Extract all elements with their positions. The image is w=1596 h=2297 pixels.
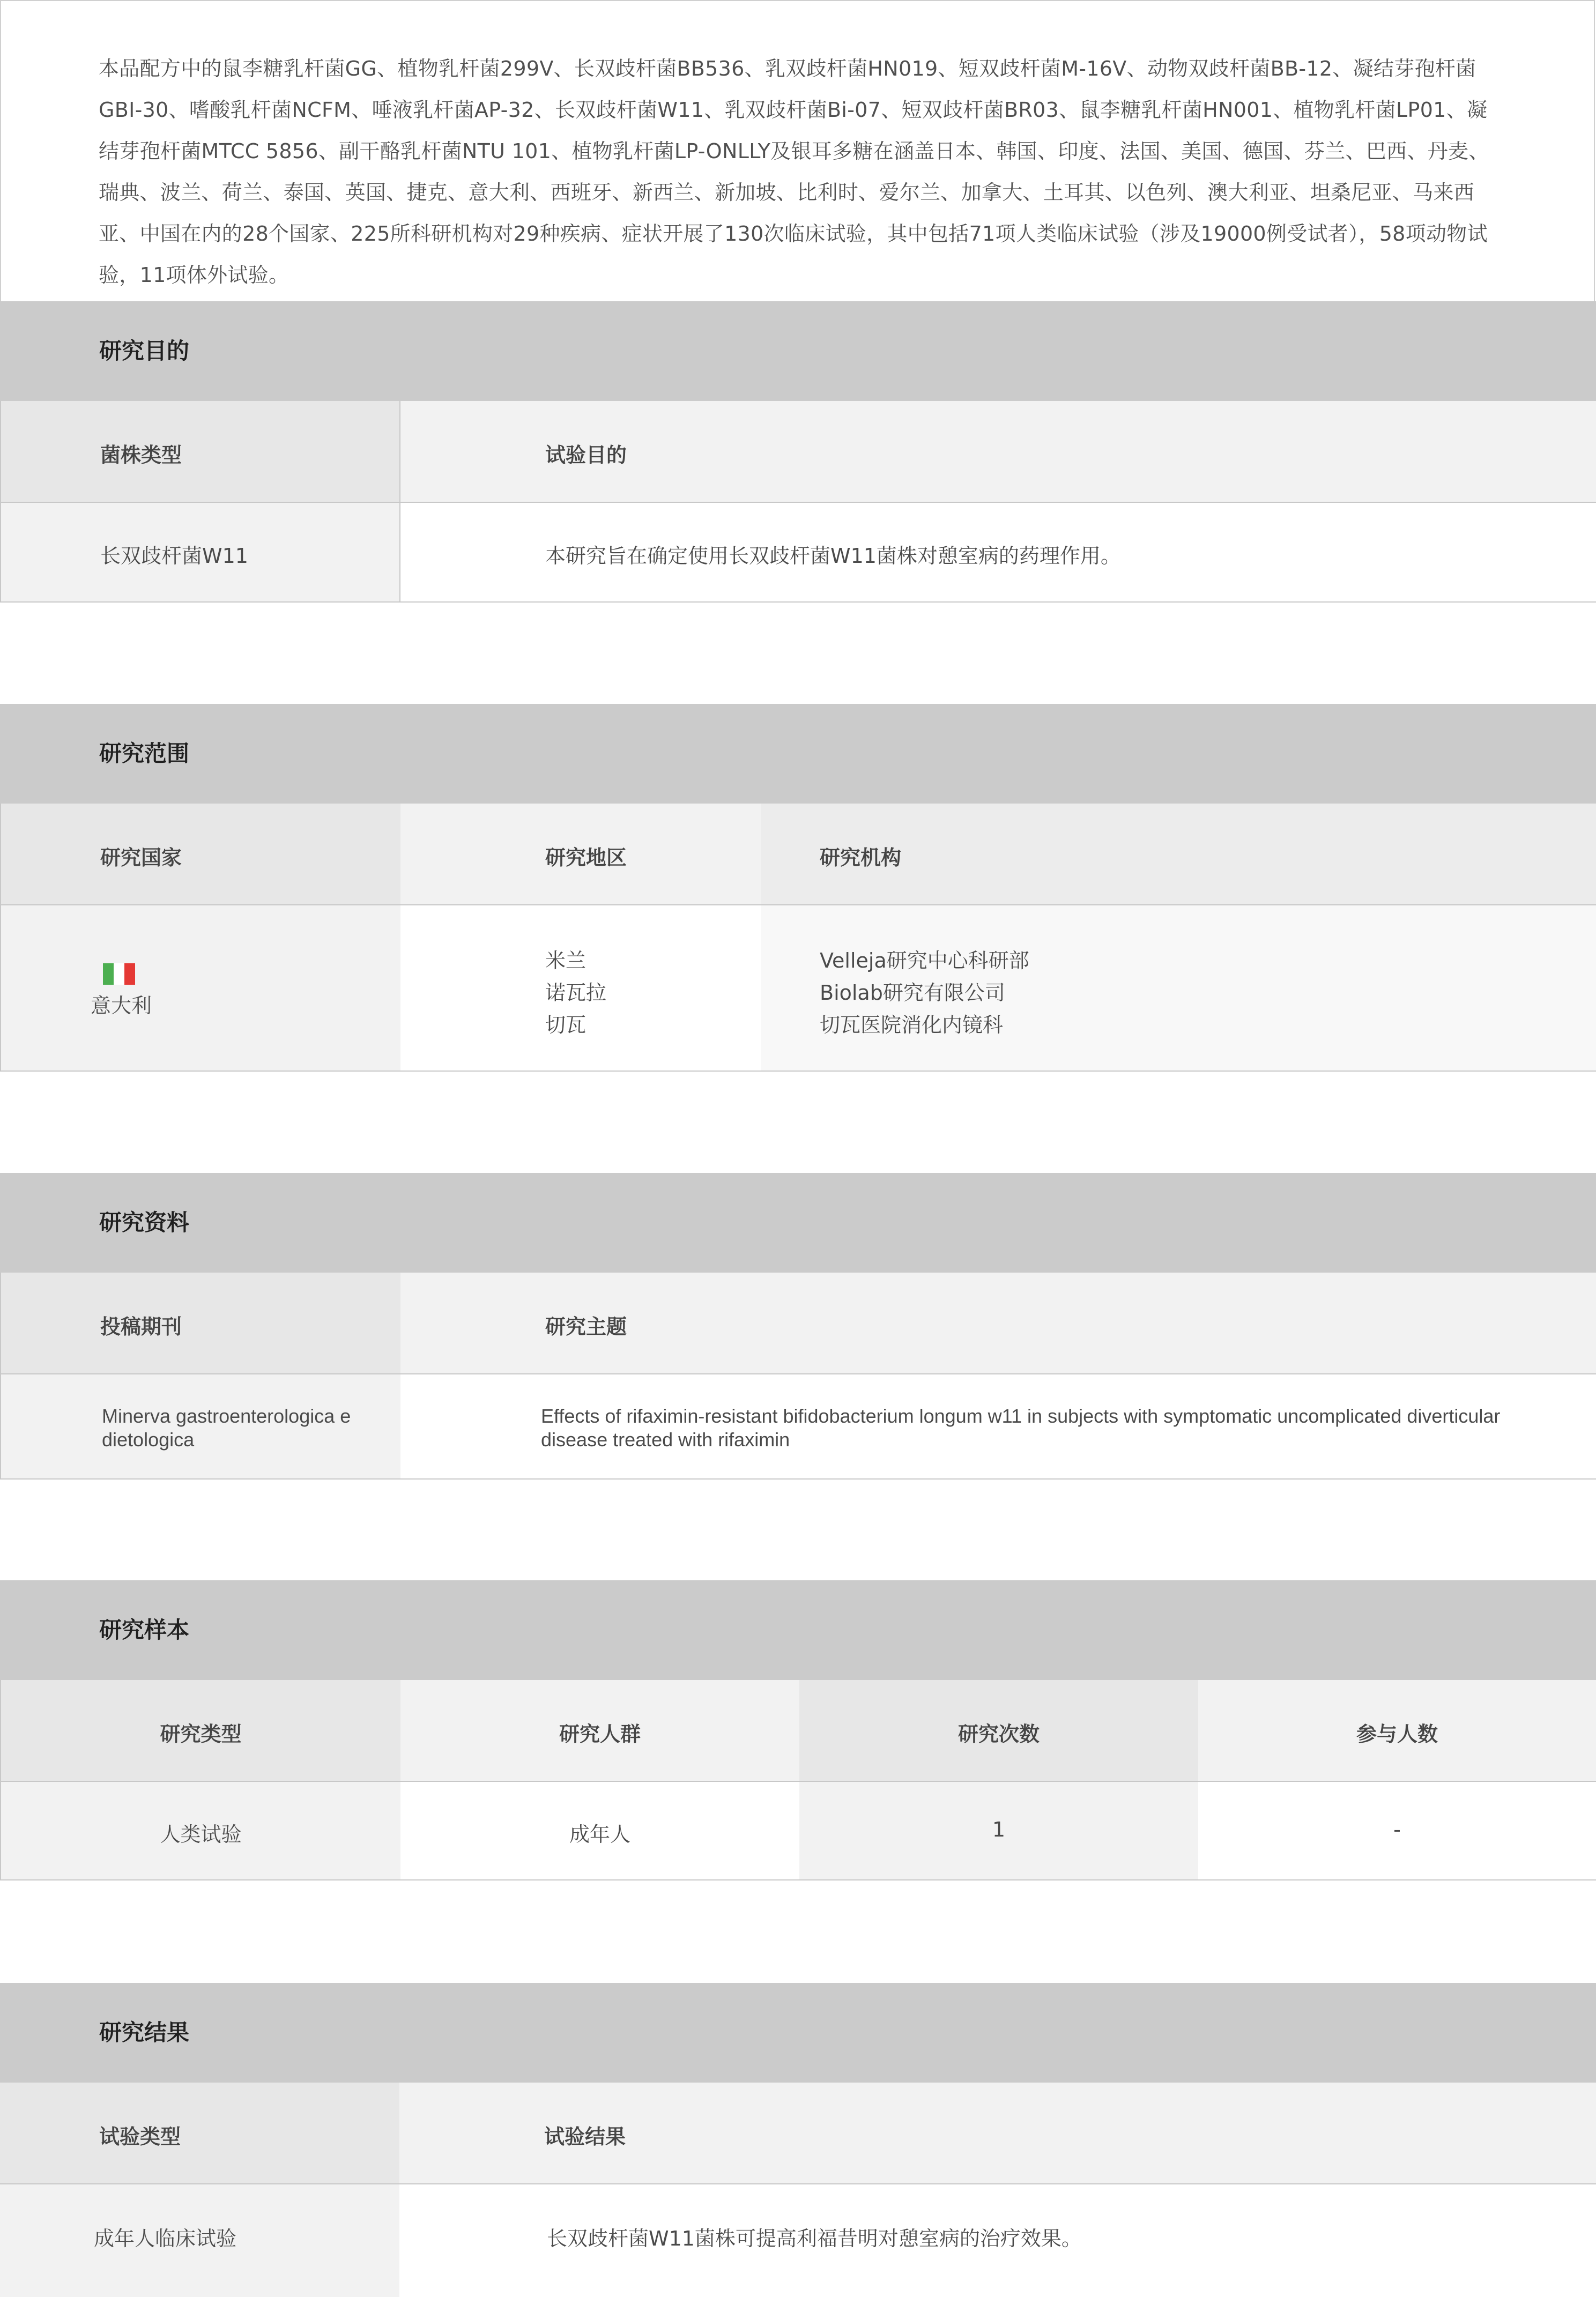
materials-col-journal <box>1 1273 400 1373</box>
sample-header <box>0 1580 1596 1680</box>
scope-institution-3: 切瓦医院消化内镜科 <box>820 1013 1004 1037</box>
results-title: 研究结果 <box>99 2019 190 2046</box>
purpose-strain: 长双歧杆菌W11 <box>100 544 248 568</box>
materials-col1-label: 投稿期刊 <box>100 1315 182 1339</box>
purpose-strain-cell <box>1 503 400 601</box>
sample-col1-label: 研究类型 <box>160 1722 242 1746</box>
purpose-col1-label: 菌株类型 <box>100 443 182 467</box>
results-col2-label: 试验结果 <box>544 2125 626 2149</box>
materials-journal: Minerva gastroenterologica e dietologica <box>102 1405 351 1451</box>
sample-type-cell <box>1 1782 400 1879</box>
purpose-col2-label: 试验目的 <box>545 443 627 467</box>
flag-stripe-white <box>114 963 124 985</box>
materials-col-topic <box>400 1273 1596 1373</box>
table-row <box>1 904 1596 1071</box>
results-col-trial <box>0 2083 399 2183</box>
results-col-result <box>399 2083 1596 2183</box>
materials-title: 研究资料 <box>99 1209 190 1236</box>
scope-header <box>0 704 1596 804</box>
sample-col-participants <box>1198 1680 1596 1781</box>
scope-institution-cell <box>761 905 1596 1071</box>
table-row <box>1 502 1596 601</box>
scope-country: 意大利 <box>91 994 152 1017</box>
sample-header-row <box>1 1680 1596 1781</box>
scope-institution-1: Velleja研究中心科研部 <box>820 949 1029 972</box>
scope-col-country <box>1 804 400 904</box>
flag-stripe-green <box>103 963 114 985</box>
results-result: 长双歧杆菌W11菌株可提高利福昔明对憩室病的治疗效果。 <box>547 2227 1082 2250</box>
purpose-col-aim <box>400 401 1596 502</box>
sample-type: 人类试验 <box>160 1823 242 1846</box>
results-header-row <box>0 2083 1596 2183</box>
purpose-section <box>0 301 1596 603</box>
results-result-cell <box>399 2184 1596 2297</box>
purpose-title: 研究目的 <box>99 338 190 364</box>
scope-col-institution <box>761 804 1596 904</box>
scope-header-row <box>1 804 1596 904</box>
materials-topic: Effects of rifaximin-resistant bifidobacterium longum w11 in subjects with symptomatic uncomplicated diverticular disease treated with rifaximin <box>541 1405 1501 1451</box>
flag-stripe-red <box>124 963 135 985</box>
scope-region-3: 切瓦 <box>545 1013 587 1037</box>
sample-col-population <box>400 1680 799 1781</box>
sample-participants-cell <box>1198 1782 1596 1879</box>
table-row <box>1 1781 1596 1879</box>
materials-header <box>0 1173 1596 1273</box>
results-header <box>0 1983 1596 2083</box>
sample-participants: - <box>1393 1818 1401 1841</box>
table-row <box>1 1373 1596 1478</box>
sample-col4-label: 参与人数 <box>1356 1722 1438 1746</box>
sample-title: 研究样本 <box>99 1617 190 1643</box>
scope-col2-label: 研究地区 <box>545 846 627 869</box>
scope-col1-label: 研究国家 <box>100 846 182 869</box>
sample-count: 1 <box>992 1818 1006 1841</box>
purpose-aim-cell <box>400 503 1596 601</box>
sample-population-cell <box>400 1782 799 1879</box>
sample-col3-label: 研究次数 <box>957 1722 1040 1746</box>
results-trial-cell <box>0 2184 399 2297</box>
intro-text: 本品配方中的鼠李糖乳杆菌GG、植物乳杆菌299V、长双歧杆菌BB536、乳双歧杆菌HN019、短双歧杆菌M-16V、动物双歧杆菌BB-12、凝结芽孢杆菌GBI-30、嗜酸乳杆菌NCFM、唾液乳杆菌AP-32、长双歧杆菌W11、乳双歧杆菌Bi-07、短双歧杆菌BR03、鼠李糖乳杆菌HN001、植物乳杆菌LP01、凝结芽孢杆菌MTCC 5856、副干酪乳杆菌NTU 101、植物乳杆菌LP-ONLLY及银耳多糖在涵盖日本、韩国、印度、法国、美国、德国、芬兰、巴西、丹麦、瑞典、波兰、荷兰、泰国、英国、捷克、意大利、西班牙、新西兰、新加坡、比利时、爱尔兰、加拿大、土耳其、以色列、澳大利亚、坦桑尼亚、马来西亚、中国在内的28个国家、225所科研机构对29种疾病、症状开展了130次临床试验，其中包括71项人类临床试验（涉及19000例受试者），58项动物试验，11项体外试验。 <box>99 57 1489 287</box>
sample-col-type <box>1 1680 400 1781</box>
scope-country-cell <box>1 905 400 1071</box>
sample-col-count <box>799 1680 1198 1781</box>
materials-header-row <box>1 1273 1596 1373</box>
purpose-header <box>0 301 1596 401</box>
purpose-col-strain <box>1 401 400 502</box>
scope-region-2: 诺瓦拉 <box>545 981 607 1005</box>
scope-institution-2: Biolab研究有限公司 <box>820 981 1005 1005</box>
materials-col2-label: 研究主题 <box>545 1315 627 1339</box>
italy-flag-icon <box>103 963 135 985</box>
scope-region-1: 米兰 <box>545 949 587 972</box>
materials-section <box>0 1173 1596 1480</box>
scope-col3-label: 研究机构 <box>820 846 902 869</box>
sample-population: 成年人 <box>569 1823 630 1846</box>
table-row <box>0 2183 1596 2297</box>
materials-topic-cell <box>400 1374 1596 1478</box>
intro-section <box>0 0 1595 301</box>
scope-section <box>0 704 1596 1072</box>
scope-region-cell <box>400 905 761 1071</box>
sample-count-cell <box>799 1782 1198 1879</box>
sample-col2-label: 研究人群 <box>559 1722 641 1746</box>
purpose-aim: 本研究旨在确定使用长双歧杆菌W11菌株对憩室病的药理作用。 <box>545 544 1121 568</box>
results-col1-label: 试验类型 <box>99 2125 181 2149</box>
sample-section <box>0 1580 1596 1880</box>
scope-col-region <box>400 804 761 904</box>
results-trial: 成年人临床试验 <box>94 2227 237 2250</box>
materials-journal-cell <box>1 1374 400 1478</box>
results-section <box>0 1983 1596 2297</box>
purpose-header-row <box>1 401 1596 502</box>
scope-title: 研究范围 <box>99 740 190 767</box>
